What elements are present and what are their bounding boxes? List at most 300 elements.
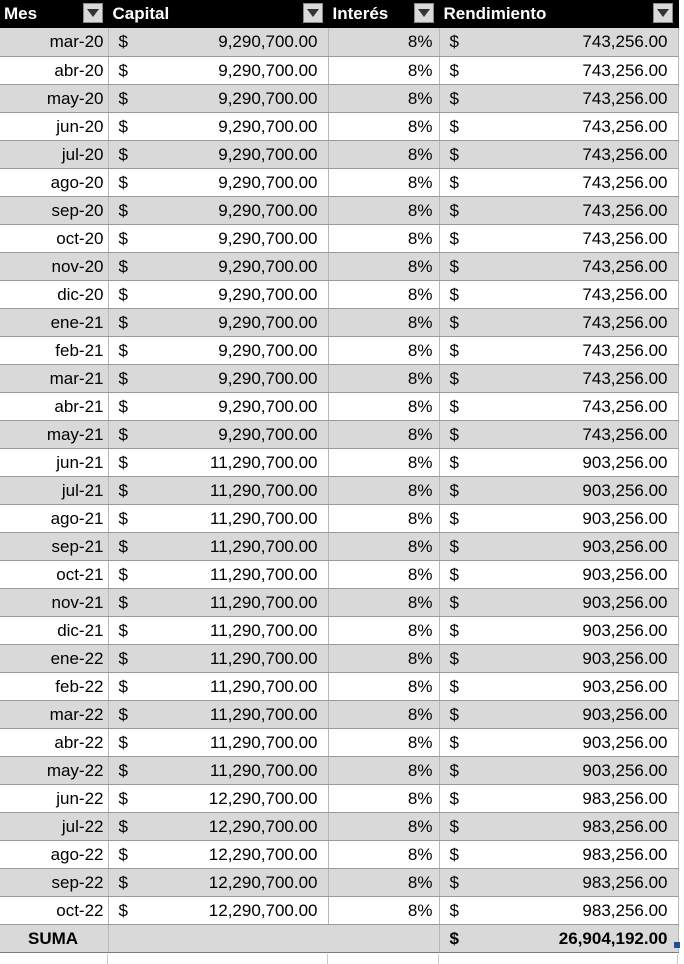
- rendimiento-value: 983,256.00: [582, 872, 668, 892]
- mes-value: oct-22: [56, 900, 104, 920]
- capital-value: 9,290,700.00: [218, 116, 318, 136]
- rendimiento-cell[interactable]: [439, 336, 678, 364]
- rendimiento-value: 983,256.00: [582, 816, 668, 836]
- total-interes-cell[interactable]: [328, 924, 439, 952]
- interes-value: 8%: [407, 452, 433, 472]
- capital-value: 9,290,700.00: [218, 172, 318, 192]
- rendimiento-cell[interactable]: [439, 672, 678, 700]
- mes-cell[interactable]: [0, 840, 108, 868]
- mes-cell[interactable]: [0, 392, 108, 420]
- interes-cell[interactable]: [328, 112, 439, 140]
- interes-value: 8%: [407, 900, 433, 920]
- mes-cell[interactable]: [0, 84, 108, 112]
- capital-cell[interactable]: [108, 308, 328, 336]
- table-row: [0, 448, 678, 476]
- table-row: [0, 28, 678, 56]
- interes-value: 8%: [407, 536, 433, 556]
- interes-cell[interactable]: [328, 868, 439, 896]
- gridline: [327, 954, 328, 964]
- mes-value: abr-20: [54, 60, 104, 80]
- interes-value: 8%: [407, 816, 433, 836]
- mes-cell[interactable]: [0, 224, 108, 252]
- table-row: [0, 504, 678, 532]
- capital-cell[interactable]: [108, 616, 328, 644]
- header-interes[interactable]: [328, 0, 439, 28]
- table-row: [0, 532, 678, 560]
- mes-value: nov-20: [51, 256, 104, 276]
- capital-cell[interactable]: [108, 504, 328, 532]
- currency-symbol: $: [118, 200, 128, 220]
- capital-value: 12,290,700.00: [208, 844, 318, 864]
- table-row: [0, 644, 678, 672]
- interes-cell[interactable]: [328, 420, 439, 448]
- interes-cell[interactable]: [328, 84, 439, 112]
- capital-cell[interactable]: [108, 672, 328, 700]
- mes-value: mar-22: [49, 704, 104, 724]
- rendimiento-cell[interactable]: [439, 532, 678, 560]
- table-row: [0, 112, 678, 140]
- rendimiento-cell[interactable]: [439, 168, 678, 196]
- interes-cell[interactable]: [328, 560, 439, 588]
- interes-cell[interactable]: [328, 504, 439, 532]
- rendimiento-cell[interactable]: [439, 504, 678, 532]
- mes-cell[interactable]: [0, 896, 108, 924]
- mes-value: mar-20: [49, 32, 104, 52]
- table-row: [0, 140, 678, 168]
- interes-value: 8%: [407, 256, 433, 276]
- mes-value: ago-22: [50, 844, 104, 864]
- mes-value: sep-20: [51, 200, 104, 220]
- mes-cell[interactable]: [0, 448, 108, 476]
- header-capital-label: Capital: [112, 4, 170, 23]
- capital-cell[interactable]: [108, 756, 328, 784]
- rendimiento-value: 743,256.00: [582, 172, 668, 192]
- capital-cell[interactable]: [108, 532, 328, 560]
- interes-value: 8%: [407, 200, 433, 220]
- currency-symbol: $: [449, 172, 459, 192]
- rendimiento-value: 903,256.00: [582, 760, 668, 780]
- interes-cell[interactable]: [328, 644, 439, 672]
- interes-cell[interactable]: [328, 812, 439, 840]
- capital-cell[interactable]: [108, 840, 328, 868]
- table-row: [0, 420, 678, 448]
- currency-symbol: $: [449, 676, 459, 696]
- filter-dropdown-icon[interactable]: [303, 3, 323, 23]
- mes-value: jul-20: [61, 144, 104, 164]
- interes-value: 8%: [407, 676, 433, 696]
- interes-cell[interactable]: [328, 756, 439, 784]
- interes-cell[interactable]: [328, 476, 439, 504]
- capital-cell[interactable]: [108, 812, 328, 840]
- table-row: [0, 840, 678, 868]
- currency-symbol: $: [449, 760, 459, 780]
- currency-symbol: $: [449, 900, 459, 920]
- mes-cell[interactable]: [0, 616, 108, 644]
- mes-cell[interactable]: [0, 280, 108, 308]
- interes-cell[interactable]: [328, 700, 439, 728]
- mes-value: jul-21: [61, 480, 104, 500]
- interes-value: 8%: [407, 592, 433, 612]
- rendimiento-cell[interactable]: [439, 84, 678, 112]
- interes-cell[interactable]: [328, 364, 439, 392]
- capital-cell[interactable]: [108, 644, 328, 672]
- filter-dropdown-icon[interactable]: [83, 3, 103, 23]
- mes-cell[interactable]: [0, 812, 108, 840]
- interes-cell[interactable]: [328, 168, 439, 196]
- interes-cell[interactable]: [328, 392, 439, 420]
- mes-value: sep-21: [51, 536, 104, 556]
- capital-cell[interactable]: [108, 84, 328, 112]
- capital-cell[interactable]: [108, 784, 328, 812]
- table-row: [0, 896, 678, 924]
- capital-cell[interactable]: [108, 140, 328, 168]
- currency-symbol: $: [449, 536, 459, 556]
- currency-symbol: $: [118, 900, 128, 920]
- interes-cell[interactable]: [328, 448, 439, 476]
- currency-symbol: $: [118, 116, 128, 136]
- rendimiento-value: 903,256.00: [582, 508, 668, 528]
- capital-cell[interactable]: [108, 476, 328, 504]
- table-row: [0, 168, 678, 196]
- mes-cell[interactable]: [0, 728, 108, 756]
- capital-cell[interactable]: [108, 392, 328, 420]
- mes-cell[interactable]: [0, 28, 108, 56]
- rendimiento-cell[interactable]: [439, 28, 678, 56]
- mes-cell[interactable]: [0, 420, 108, 448]
- mes-value: oct-20: [56, 228, 104, 248]
- mes-cell[interactable]: [0, 308, 108, 336]
- rendimiento-value: 903,256.00: [582, 732, 668, 752]
- rendimiento-cell[interactable]: [439, 392, 678, 420]
- currency-symbol: $: [449, 480, 459, 500]
- currency-symbol: $: [118, 396, 128, 416]
- currency-symbol: $: [118, 172, 128, 192]
- currency-symbol: $: [449, 564, 459, 584]
- table-row: [0, 308, 678, 336]
- interes-value: 8%: [407, 32, 433, 52]
- interes-cell[interactable]: [328, 56, 439, 84]
- rendimiento-cell[interactable]: [439, 560, 678, 588]
- rendimiento-cell[interactable]: [439, 140, 678, 168]
- table-row: [0, 224, 678, 252]
- currency-symbol: $: [449, 424, 459, 444]
- interes-cell[interactable]: [328, 308, 439, 336]
- interes-cell[interactable]: [328, 532, 439, 560]
- interes-value: 8%: [407, 844, 433, 864]
- mes-value: feb-21: [55, 340, 104, 360]
- table-resize-handle[interactable]: [674, 942, 680, 948]
- capital-value: 9,290,700.00: [218, 228, 318, 248]
- rendimiento-cell[interactable]: [439, 448, 678, 476]
- header-capital[interactable]: [108, 0, 328, 28]
- table-row: [0, 364, 678, 392]
- rendimiento-value: 743,256.00: [582, 144, 668, 164]
- mes-value: jun-20: [56, 116, 104, 136]
- rendimiento-cell[interactable]: [439, 756, 678, 784]
- interes-cell[interactable]: [328, 336, 439, 364]
- mes-cell[interactable]: [0, 336, 108, 364]
- capital-cell[interactable]: [108, 420, 328, 448]
- rendimiento-cell[interactable]: [439, 644, 678, 672]
- currency-symbol: $: [449, 312, 459, 332]
- rendimiento-cell[interactable]: [439, 280, 678, 308]
- currency-symbol: $: [449, 32, 459, 51]
- rendimiento-cell[interactable]: [439, 868, 678, 896]
- currency-symbol: $: [118, 788, 128, 808]
- interes-cell[interactable]: [328, 840, 439, 868]
- currency-symbol: $: [118, 228, 128, 248]
- capital-cell[interactable]: [108, 364, 328, 392]
- currency-symbol: $: [118, 732, 128, 752]
- currency-symbol: $: [118, 844, 128, 864]
- currency-symbol: $: [118, 480, 128, 500]
- interes-value: 8%: [407, 144, 433, 164]
- mes-cell[interactable]: [0, 504, 108, 532]
- rendimiento-cell[interactable]: [439, 196, 678, 224]
- currency-symbol: $: [118, 564, 128, 584]
- interes-value: 8%: [407, 396, 433, 416]
- capital-value: 11,290,700.00: [210, 620, 318, 640]
- rendimiento-value: 743,256.00: [582, 228, 668, 248]
- currency-symbol: $: [449, 200, 459, 220]
- interes-value: 8%: [407, 340, 433, 360]
- currency-symbol: $: [118, 452, 128, 472]
- mes-value: oct-21: [56, 564, 104, 584]
- mes-cell[interactable]: [0, 784, 108, 812]
- rendimiento-value: 743,256.00: [582, 396, 668, 416]
- interes-cell[interactable]: [328, 672, 439, 700]
- interes-value: 8%: [407, 368, 433, 388]
- header-mes[interactable]: [0, 0, 108, 28]
- filter-dropdown-icon[interactable]: [414, 3, 434, 23]
- capital-value: 11,290,700.00: [210, 452, 318, 472]
- gridline: [107, 954, 108, 964]
- mes-value: ago-20: [50, 172, 104, 192]
- table-row: [0, 56, 678, 84]
- currency-symbol: $: [118, 620, 128, 640]
- filter-dropdown-icon[interactable]: [653, 3, 673, 23]
- mes-cell[interactable]: [0, 672, 108, 700]
- table-row: [0, 700, 678, 728]
- mes-value: feb-22: [55, 676, 104, 696]
- rendimiento-cell[interactable]: [439, 224, 678, 252]
- currency-symbol: $: [118, 648, 128, 668]
- rendimiento-cell[interactable]: [439, 420, 678, 448]
- currency-symbol: $: [118, 424, 128, 444]
- mes-cell[interactable]: [0, 476, 108, 504]
- interes-cell[interactable]: [328, 280, 439, 308]
- currency-symbol: $: [449, 88, 459, 108]
- capital-cell[interactable]: [108, 868, 328, 896]
- table-row: [0, 336, 678, 364]
- header-rendimiento[interactable]: [439, 0, 678, 28]
- mes-cell[interactable]: [0, 252, 108, 280]
- interes-cell[interactable]: [328, 896, 439, 924]
- currency-symbol: $: [449, 340, 459, 360]
- capital-value: 11,290,700.00: [210, 648, 318, 668]
- capital-value: 12,290,700.00: [208, 788, 318, 808]
- total-label: SUMA: [28, 928, 79, 948]
- interes-value: 8%: [407, 284, 433, 304]
- capital-cell[interactable]: [108, 112, 328, 140]
- total-rendimiento-value: 26,904,192.00: [558, 928, 668, 948]
- rendimiento-value: 983,256.00: [582, 844, 668, 864]
- rendimiento-value: 903,256.00: [582, 620, 668, 640]
- currency-symbol: $: [449, 592, 459, 612]
- capital-cell[interactable]: [108, 448, 328, 476]
- mes-cell[interactable]: [0, 168, 108, 196]
- mes-cell[interactable]: [0, 532, 108, 560]
- mes-value: jun-22: [56, 788, 104, 808]
- table-row: [0, 672, 678, 700]
- mes-cell[interactable]: [0, 560, 108, 588]
- rendimiento-cell[interactable]: [439, 112, 678, 140]
- rendimiento-cell[interactable]: [439, 728, 678, 756]
- currency-symbol: $: [449, 872, 459, 892]
- mes-cell[interactable]: [0, 196, 108, 224]
- capital-value: 9,290,700.00: [218, 60, 318, 80]
- currency-symbol: $: [449, 620, 459, 640]
- mes-cell[interactable]: [0, 112, 108, 140]
- capital-cell[interactable]: [108, 168, 328, 196]
- capital-value: 9,290,700.00: [218, 32, 318, 51]
- rendimiento-value: 743,256.00: [582, 312, 668, 332]
- rendimiento-cell[interactable]: [439, 616, 678, 644]
- interes-cell[interactable]: [328, 140, 439, 168]
- interes-value: 8%: [407, 732, 433, 752]
- currency-symbol: $: [118, 760, 128, 780]
- interes-cell[interactable]: [328, 28, 439, 56]
- currency-symbol: $: [449, 284, 459, 304]
- mes-value: ene-22: [50, 648, 104, 668]
- interes-cell[interactable]: [328, 616, 439, 644]
- capital-cell[interactable]: [108, 196, 328, 224]
- rendimiento-value: 903,256.00: [582, 480, 668, 500]
- currency-symbol: $: [449, 368, 459, 388]
- capital-cell[interactable]: [108, 280, 328, 308]
- rendimiento-value: 983,256.00: [582, 900, 668, 920]
- capital-cell[interactable]: [108, 728, 328, 756]
- rendimiento-value: 743,256.00: [582, 60, 668, 80]
- header-rendimiento-label: Rendimiento: [443, 4, 547, 23]
- rendimiento-value: 743,256.00: [582, 88, 668, 108]
- currency-symbol: $: [118, 144, 128, 164]
- interes-value: 8%: [407, 620, 433, 640]
- interes-cell[interactable]: [328, 252, 439, 280]
- capital-value: 9,290,700.00: [218, 284, 318, 304]
- rendimiento-cell[interactable]: [439, 784, 678, 812]
- rendimiento-value: 743,256.00: [582, 284, 668, 304]
- mes-cell[interactable]: [0, 140, 108, 168]
- rendimiento-value: 743,256.00: [582, 116, 668, 136]
- capital-cell[interactable]: [108, 700, 328, 728]
- capital-cell[interactable]: [108, 560, 328, 588]
- currency-symbol: $: [118, 704, 128, 724]
- mes-value: ago-21: [50, 508, 104, 528]
- rendimiento-value: 743,256.00: [582, 368, 668, 388]
- interes-value: 8%: [407, 172, 433, 192]
- currency-symbol: $: [449, 116, 459, 136]
- mes-value: dic-21: [57, 620, 104, 640]
- currency-symbol: $: [449, 648, 459, 668]
- rendimiento-cell[interactable]: [439, 56, 678, 84]
- currency-symbol: $: [449, 396, 459, 416]
- interes-cell[interactable]: [328, 588, 439, 616]
- total-label-cell[interactable]: [0, 924, 108, 952]
- currency-symbol: $: [118, 32, 128, 51]
- currency-symbol: $: [118, 816, 128, 836]
- capital-cell[interactable]: [108, 28, 328, 56]
- rendimiento-value: 903,256.00: [582, 648, 668, 668]
- interes-cell[interactable]: [328, 728, 439, 756]
- capital-cell[interactable]: [108, 336, 328, 364]
- mes-cell[interactable]: [0, 364, 108, 392]
- interes-value: 8%: [407, 312, 433, 332]
- rendimiento-cell[interactable]: [439, 896, 678, 924]
- currency-symbol: $: [449, 844, 459, 864]
- rendimiento-value: 903,256.00: [582, 536, 668, 556]
- mes-cell[interactable]: [0, 756, 108, 784]
- rendimiento-cell[interactable]: [439, 588, 678, 616]
- currency-symbol: $: [449, 732, 459, 752]
- currency-symbol: $: [118, 368, 128, 388]
- mes-cell[interactable]: [0, 700, 108, 728]
- rendimiento-cell[interactable]: [439, 252, 678, 280]
- total-capital-cell[interactable]: [108, 924, 328, 952]
- rendimiento-value: 903,256.00: [582, 676, 668, 696]
- interes-cell[interactable]: [328, 784, 439, 812]
- capital-cell[interactable]: [108, 252, 328, 280]
- table-row: [0, 84, 678, 112]
- mes-cell[interactable]: [0, 56, 108, 84]
- table-row: [0, 728, 678, 756]
- interes-cell[interactable]: [328, 196, 439, 224]
- interes-value: 8%: [407, 88, 433, 108]
- capital-cell[interactable]: [108, 896, 328, 924]
- capital-cell[interactable]: [108, 588, 328, 616]
- rendimiento-value: 903,256.00: [582, 564, 668, 584]
- mes-value: abr-21: [54, 396, 104, 416]
- rendimiento-cell[interactable]: [439, 308, 678, 336]
- interes-value: 8%: [407, 760, 433, 780]
- rendimiento-cell[interactable]: [439, 812, 678, 840]
- interes-cell[interactable]: [328, 224, 439, 252]
- rendimiento-value: 743,256.00: [582, 424, 668, 444]
- capital-value: 9,290,700.00: [218, 396, 318, 416]
- interes-value: 8%: [407, 648, 433, 668]
- capital-value: 9,290,700.00: [218, 88, 318, 108]
- interes-value: 8%: [407, 424, 433, 444]
- currency-symbol: $: [118, 340, 128, 360]
- total-rendimiento-cell[interactable]: [439, 924, 678, 952]
- mes-cell[interactable]: [0, 644, 108, 672]
- currency-symbol: $: [118, 592, 128, 612]
- currency-symbol: $: [449, 928, 459, 948]
- mes-cell[interactable]: [0, 588, 108, 616]
- capital-cell[interactable]: [108, 224, 328, 252]
- mes-value: jul-22: [61, 816, 104, 836]
- interes-value: 8%: [407, 508, 433, 528]
- header-interes-label: Interés: [332, 4, 389, 23]
- capital-cell[interactable]: [108, 56, 328, 84]
- rendimiento-value: 903,256.00: [582, 452, 668, 472]
- rendimiento-cell[interactable]: [439, 840, 678, 868]
- rendimiento-cell[interactable]: [439, 476, 678, 504]
- mes-value: abr-22: [54, 732, 104, 752]
- rendimiento-cell[interactable]: [439, 700, 678, 728]
- rendimiento-cell[interactable]: [439, 364, 678, 392]
- mes-cell[interactable]: [0, 868, 108, 896]
